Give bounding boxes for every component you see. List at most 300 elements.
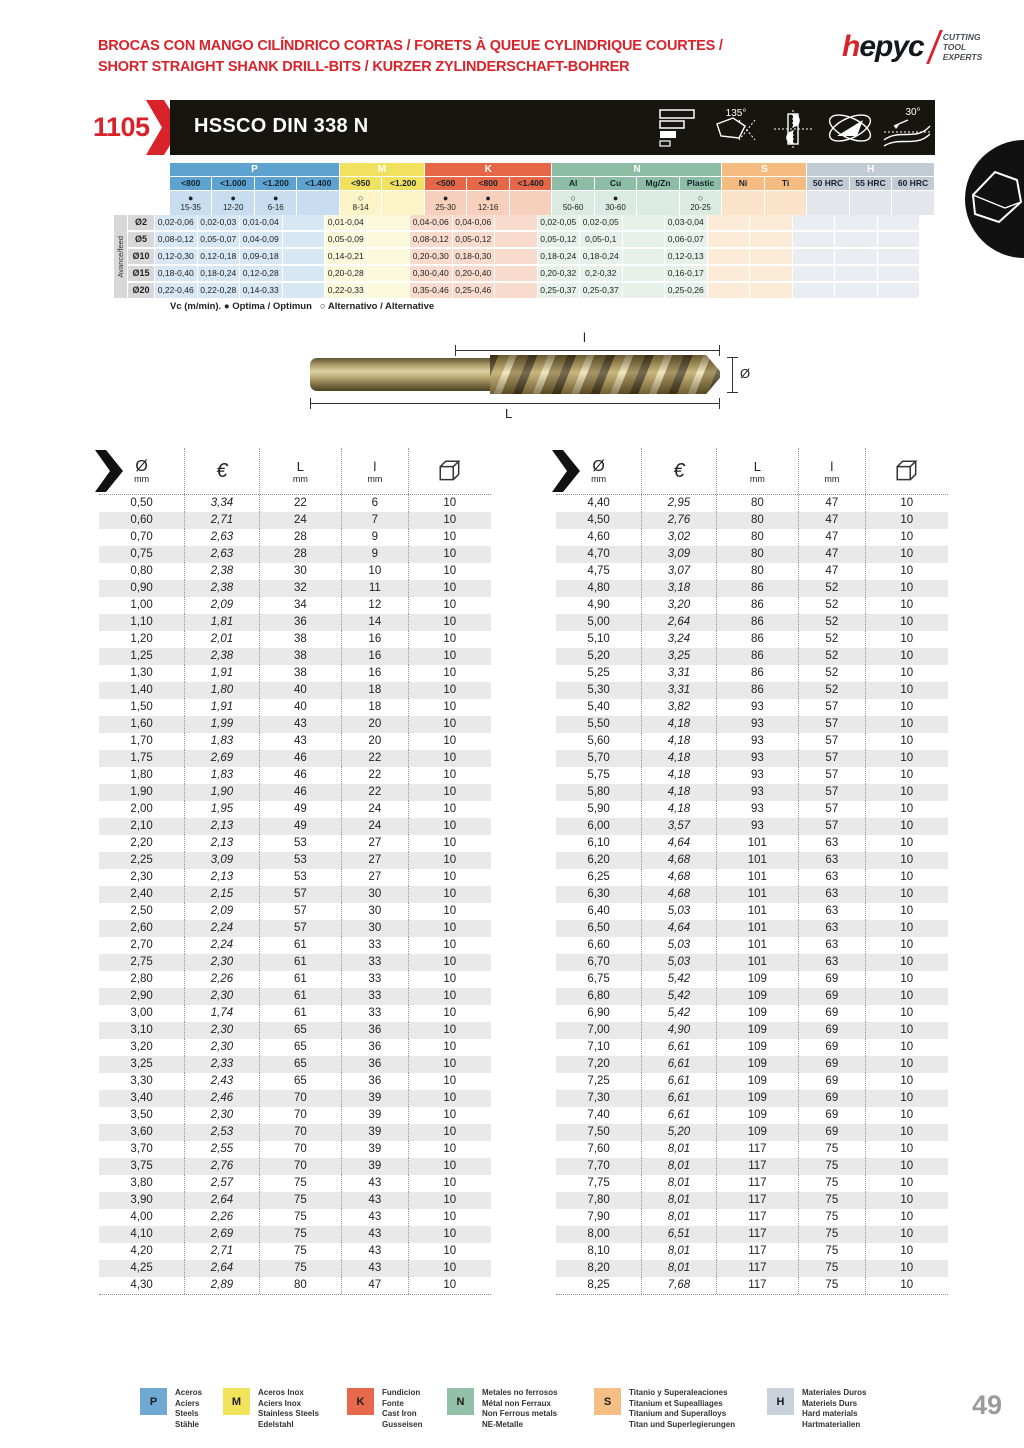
length-value: 117 bbox=[717, 1226, 799, 1243]
svg-text:135°: 135° bbox=[725, 108, 747, 119]
price-value: 4,64 bbox=[642, 835, 716, 852]
length-value: 28 bbox=[260, 546, 342, 563]
diameter-value: 7,10 bbox=[556, 1039, 642, 1056]
pack-qty-value: 10 bbox=[900, 1041, 914, 1053]
length-value: 61 bbox=[260, 954, 342, 971]
table-row bbox=[556, 954, 948, 971]
price-value: 3,31 bbox=[642, 665, 716, 682]
flute-length-value: 52 bbox=[799, 648, 866, 665]
flute-length-value: 36 bbox=[342, 1022, 409, 1039]
feed-value-cell bbox=[835, 266, 877, 281]
feed-axis-label: Avance/feed bbox=[114, 215, 127, 298]
pack-qty-value: 10 bbox=[900, 1194, 914, 1206]
pack-qty-value: 10 bbox=[443, 582, 457, 594]
pack-qty-value: 10 bbox=[443, 871, 457, 883]
flute-length-value: 22 bbox=[342, 750, 409, 767]
dim-tick bbox=[727, 357, 738, 358]
flute-length-value: 47 bbox=[799, 529, 866, 546]
price-value: 2,09 bbox=[185, 597, 259, 614]
diameter-value: 5,75 bbox=[556, 767, 642, 784]
length-value: 80 bbox=[717, 546, 799, 563]
pack-qty-value: 10 bbox=[443, 1228, 457, 1240]
length-value: 61 bbox=[260, 971, 342, 988]
length-value: 46 bbox=[260, 767, 342, 784]
table-row bbox=[99, 546, 491, 563]
diameter-value: 2,00 bbox=[99, 801, 185, 818]
feed-value-cell: 0,09-0,18 bbox=[240, 249, 282, 264]
length-value: 93 bbox=[717, 784, 799, 801]
pack-qty-value: 10 bbox=[900, 1075, 914, 1087]
pack-qty-value: 10 bbox=[900, 667, 914, 679]
black-chevron-icon bbox=[95, 450, 123, 492]
length-value: 53 bbox=[260, 869, 342, 886]
feed-value-cell: 0,16-0,17 bbox=[665, 266, 707, 281]
flute-length-value: 16 bbox=[342, 665, 409, 682]
diameter-value: 5,60 bbox=[556, 733, 642, 750]
material-col-header: 55 HRC bbox=[850, 177, 891, 190]
length-value: 86 bbox=[717, 665, 799, 682]
length-value: 93 bbox=[717, 767, 799, 784]
material-col-header: Plastic bbox=[680, 177, 721, 190]
diameter-value: 1,70 bbox=[99, 733, 185, 750]
flute-length-value: 52 bbox=[799, 614, 866, 631]
price-value: 2,38 bbox=[185, 648, 259, 665]
flute-length-value: 69 bbox=[799, 1056, 866, 1073]
diameter-value: 2,40 bbox=[99, 886, 185, 903]
flute-length-value: 57 bbox=[799, 784, 866, 801]
material-col-header: <1.200 bbox=[255, 177, 296, 190]
pack-qty-value: 10 bbox=[443, 1092, 457, 1104]
diameter-value: 1,90 bbox=[99, 784, 185, 801]
table-row bbox=[99, 1022, 491, 1039]
pack-qty-value: 10 bbox=[900, 565, 914, 577]
pack-qty-value: 10 bbox=[443, 565, 457, 577]
table-row bbox=[99, 512, 491, 529]
pack-qty-value: 10 bbox=[900, 905, 914, 917]
diameter-value: 6,20 bbox=[556, 852, 642, 869]
flute-length-value: 75 bbox=[799, 1243, 866, 1260]
feed-row bbox=[128, 249, 919, 264]
length-value: 32 bbox=[260, 580, 342, 597]
dim-tick bbox=[455, 345, 456, 356]
feed-value-cell: 0,25-0,46 bbox=[453, 283, 495, 298]
pack-qty-value: 10 bbox=[443, 1245, 457, 1257]
feed-value-cell bbox=[835, 283, 877, 298]
diameter-value: 7,30 bbox=[556, 1090, 642, 1107]
feed-value-cell bbox=[750, 266, 792, 281]
length-value: 109 bbox=[717, 971, 799, 988]
price-value: 2,69 bbox=[185, 1226, 259, 1243]
price-value: 2,71 bbox=[185, 1243, 259, 1260]
price-value: 3,34 bbox=[185, 495, 259, 512]
feed-value-cell: 0,18-0,24 bbox=[198, 266, 240, 281]
diameter-value: 3,25 bbox=[99, 1056, 185, 1073]
speed-mark-cell bbox=[892, 191, 933, 215]
price-value: 1,81 bbox=[185, 614, 259, 631]
diameter-value: 5,50 bbox=[556, 716, 642, 733]
pack-qty-value: 10 bbox=[900, 1126, 914, 1138]
legend-text bbox=[258, 1388, 319, 1430]
flute-length-value: 27 bbox=[342, 869, 409, 886]
flute-length-value: 30 bbox=[342, 886, 409, 903]
feed-value-cell bbox=[750, 283, 792, 298]
length-value: 38 bbox=[260, 665, 342, 682]
flute-length-value: 63 bbox=[799, 835, 866, 852]
legend-line: Gusseisen bbox=[382, 1419, 423, 1429]
feed-row-label: Ø10 bbox=[128, 249, 154, 264]
title-line-1: BROCAS CON MANGO CILÍNDRICO CORTAS / FORETS À QUEUE CYLINDRIQUE COURTES / bbox=[98, 38, 723, 54]
diameter-label: Ø bbox=[740, 366, 751, 381]
diameter-value: 3,50 bbox=[99, 1107, 185, 1124]
length-value: 101 bbox=[717, 835, 799, 852]
legend-line: Hard materials bbox=[802, 1409, 858, 1418]
length-value: 86 bbox=[717, 597, 799, 614]
pack-qty-value: 10 bbox=[443, 1109, 457, 1121]
feed-value-cell bbox=[878, 232, 920, 247]
pack-qty-value: 10 bbox=[443, 1075, 457, 1087]
diameter-value: 5,40 bbox=[556, 699, 642, 716]
legend-line: Fonte bbox=[382, 1398, 404, 1408]
table-row bbox=[99, 784, 491, 801]
pack-qty-value: 10 bbox=[900, 548, 914, 560]
length-value: 109 bbox=[717, 1056, 799, 1073]
price-value: 1,83 bbox=[185, 733, 259, 750]
feed-value-cell: 0,04-0,09 bbox=[240, 232, 282, 247]
table-row bbox=[99, 1073, 491, 1090]
pack-qty-value: 10 bbox=[900, 1228, 914, 1240]
pack-qty-value: 10 bbox=[900, 939, 914, 951]
speed-mark-cell: ● 12-16 bbox=[467, 191, 508, 215]
cross-section-icon bbox=[766, 102, 820, 153]
diameter-value: 5,90 bbox=[556, 801, 642, 818]
table-row bbox=[556, 631, 948, 648]
feed-value-cell bbox=[835, 232, 877, 247]
legend-line: Aceros bbox=[175, 1388, 203, 1397]
diameter-value: 2,25 bbox=[99, 852, 185, 869]
flute-length-value: 16 bbox=[342, 648, 409, 665]
price-value: 4,68 bbox=[642, 852, 716, 869]
table-row bbox=[556, 1209, 948, 1226]
price-value: 2,64 bbox=[185, 1260, 259, 1277]
title-line-2: SHORT STRAIGHT SHANK DRILL-BITS / KURZER ZYLINDERSCHAFT-BOHRER bbox=[98, 59, 630, 75]
price-value: 8,01 bbox=[642, 1141, 716, 1158]
diameter-value: 6,90 bbox=[556, 1005, 642, 1022]
catalog-table-right bbox=[556, 448, 948, 1295]
diameter-value: 4,70 bbox=[556, 546, 642, 563]
diameter-value: 2,50 bbox=[99, 903, 185, 920]
feed-row-label: Ø5 bbox=[128, 232, 154, 247]
table-row bbox=[99, 869, 491, 886]
table-row bbox=[99, 988, 491, 1005]
diameter-value: 6,60 bbox=[556, 937, 642, 954]
flute-length-value: 11 bbox=[342, 580, 409, 597]
diameter-value: 2,75 bbox=[99, 954, 185, 971]
feed-value-cell bbox=[708, 283, 750, 298]
length-value: 80 bbox=[717, 495, 799, 512]
feed-value-cell bbox=[283, 283, 325, 298]
legend-line: Aceros Inox bbox=[258, 1388, 304, 1397]
length-value: 70 bbox=[260, 1141, 342, 1158]
speed-mark-cell bbox=[722, 191, 763, 215]
length-value: 46 bbox=[260, 750, 342, 767]
pack-qty-value: 10 bbox=[443, 1058, 457, 1070]
feed-value-cell bbox=[708, 266, 750, 281]
diameter-value: 0,80 bbox=[99, 563, 185, 580]
feed-value-cell: 0,18-0,40 bbox=[155, 266, 197, 281]
price-value: 1,91 bbox=[185, 665, 259, 682]
product-banner bbox=[0, 100, 935, 155]
tagline-line: TOOL bbox=[942, 42, 967, 52]
table-row bbox=[556, 512, 948, 529]
table-row bbox=[99, 597, 491, 614]
diameter-value: 4,30 bbox=[99, 1277, 185, 1294]
legend-line: Aciers bbox=[175, 1398, 200, 1408]
col-total-length: L mm bbox=[717, 448, 799, 494]
length-value: 101 bbox=[717, 852, 799, 869]
pack-qty-value: 10 bbox=[443, 1126, 457, 1138]
diameter-value: 8,00 bbox=[556, 1226, 642, 1243]
diameter-value: 2,10 bbox=[99, 818, 185, 835]
legend-swatch-N: N bbox=[447, 1388, 474, 1415]
pack-qty-value: 10 bbox=[443, 1177, 457, 1189]
legend-line: Titanium et Supealliages bbox=[629, 1398, 723, 1408]
legend-text bbox=[802, 1388, 866, 1430]
table-row bbox=[556, 920, 948, 937]
price-value: 2,76 bbox=[185, 1158, 259, 1175]
pack-qty-value: 10 bbox=[443, 616, 457, 628]
feed-value-cell bbox=[495, 283, 537, 298]
table-row bbox=[99, 971, 491, 988]
legend-line: NE-Metalle bbox=[482, 1419, 523, 1429]
flute-length-value: 16 bbox=[342, 631, 409, 648]
length-value: 70 bbox=[260, 1158, 342, 1175]
feed-value-cell: 0,22-0,46 bbox=[155, 283, 197, 298]
table-row bbox=[99, 682, 491, 699]
pack-qty-value: 10 bbox=[900, 718, 914, 730]
feed-value-cell: 0,25-0,37 bbox=[580, 283, 622, 298]
price-value: 3,09 bbox=[642, 546, 716, 563]
diameter-value: 4,20 bbox=[99, 1243, 185, 1260]
feed-value-cell: 0,05-0,12 bbox=[453, 232, 495, 247]
diameter-value: 2,60 bbox=[99, 920, 185, 937]
pack-qty-value: 10 bbox=[900, 803, 914, 815]
feed-value-cell: 0,05-0,09 bbox=[325, 232, 367, 247]
feed-value-cell bbox=[368, 232, 410, 247]
speed-mark-cell bbox=[510, 191, 551, 215]
flute-length-value: 57 bbox=[799, 818, 866, 835]
pack-qty-value: 10 bbox=[900, 650, 914, 662]
diameter-value: 2,90 bbox=[99, 988, 185, 1005]
table-row bbox=[99, 1090, 491, 1107]
feed-value-cell: 0,25-0,26 bbox=[665, 283, 707, 298]
table-row bbox=[556, 1260, 948, 1277]
table-row bbox=[99, 835, 491, 852]
price-value: 3,02 bbox=[642, 529, 716, 546]
diameter-value: 0,90 bbox=[99, 580, 185, 597]
diameter-value: 0,70 bbox=[99, 529, 185, 546]
flute-length-value: 63 bbox=[799, 903, 866, 920]
price-value: 2,43 bbox=[185, 1073, 259, 1090]
brand-name: hepyc bbox=[842, 30, 924, 63]
table-row bbox=[99, 1039, 491, 1056]
diameter-value: 7,25 bbox=[556, 1073, 642, 1090]
diameter-value: 1,10 bbox=[99, 614, 185, 631]
drill-diagram bbox=[300, 330, 760, 425]
pack-qty-value: 10 bbox=[900, 599, 914, 611]
speed-mark-cell: ● 6-16 bbox=[255, 191, 296, 215]
table-row bbox=[556, 580, 948, 597]
diameter-value: 5,25 bbox=[556, 665, 642, 682]
edge-tab bbox=[965, 140, 1024, 258]
col-pack-qty bbox=[409, 448, 491, 494]
length-value: 53 bbox=[260, 835, 342, 852]
col-total-length: L mm bbox=[260, 448, 342, 494]
diameter-value: 5,20 bbox=[556, 648, 642, 665]
pack-qty-value: 10 bbox=[900, 1024, 914, 1036]
diameter-value: 7,80 bbox=[556, 1192, 642, 1209]
diameter-value: 7,50 bbox=[556, 1124, 642, 1141]
table-row bbox=[99, 886, 491, 903]
price-value: 3,82 bbox=[642, 699, 716, 716]
diameter-value: 2,30 bbox=[99, 869, 185, 886]
feed-value-cell bbox=[708, 215, 750, 230]
price-value: 5,20 bbox=[642, 1124, 716, 1141]
table-row bbox=[99, 954, 491, 971]
price-value: 5,03 bbox=[642, 937, 716, 954]
price-value: 4,68 bbox=[642, 886, 716, 903]
table-row bbox=[556, 495, 948, 512]
table-row bbox=[556, 1073, 948, 1090]
feed-value-cell: 0,06-0,07 bbox=[665, 232, 707, 247]
pack-qty-value: 10 bbox=[443, 888, 457, 900]
length-value: 30 bbox=[260, 563, 342, 580]
flute-length-value: 63 bbox=[799, 920, 866, 937]
feed-value-cell bbox=[368, 215, 410, 230]
feed-row-label: Ø15 bbox=[128, 266, 154, 281]
price-value: 4,64 bbox=[642, 920, 716, 937]
flute-length-value: 69 bbox=[799, 1124, 866, 1141]
price-value: 2,30 bbox=[185, 988, 259, 1005]
pack-qty-value: 10 bbox=[900, 582, 914, 594]
material-col-header: <800 bbox=[467, 177, 508, 190]
diameter-value: 4,50 bbox=[556, 512, 642, 529]
speed-mark-cell: ○ 20-25 bbox=[680, 191, 721, 215]
feed-value-cell bbox=[495, 249, 537, 264]
feed-value-cell: 0,12-0,18 bbox=[198, 249, 240, 264]
table-row bbox=[556, 546, 948, 563]
price-value: 3,07 bbox=[642, 563, 716, 580]
table-row bbox=[556, 1005, 948, 1022]
diameter-value: 1,00 bbox=[99, 597, 185, 614]
table-row bbox=[556, 597, 948, 614]
length-value: 109 bbox=[717, 1022, 799, 1039]
feed-value-cell: 0,08-0,12 bbox=[410, 232, 452, 247]
feed-value-cell bbox=[623, 215, 665, 230]
length-value: 57 bbox=[260, 886, 342, 903]
price-value: 6,61 bbox=[642, 1090, 716, 1107]
pack-qty-value: 10 bbox=[443, 718, 457, 730]
material-col-header: <1.000 bbox=[212, 177, 253, 190]
legend-swatch-S: S bbox=[594, 1388, 621, 1415]
price-value: 3,09 bbox=[185, 852, 259, 869]
price-value: 3,20 bbox=[642, 597, 716, 614]
pack-qty-value: 10 bbox=[900, 990, 914, 1002]
table-row bbox=[99, 563, 491, 580]
diameter-value: 1,40 bbox=[99, 682, 185, 699]
length-value: 117 bbox=[717, 1260, 799, 1277]
feed-value-cell bbox=[368, 283, 410, 298]
price-value: 2,30 bbox=[185, 1022, 259, 1039]
diameter-value: 2,80 bbox=[99, 971, 185, 988]
feed-value-cell: 0,35-0,46 bbox=[410, 283, 452, 298]
feed-value-cell: 0,14-0,21 bbox=[325, 249, 367, 264]
pack-qty-value: 10 bbox=[443, 633, 457, 645]
table-row bbox=[556, 648, 948, 665]
feed-value-cell: 0,12-0,30 bbox=[155, 249, 197, 264]
pack-qty-value: 10 bbox=[900, 871, 914, 883]
legend-item-N bbox=[447, 1388, 558, 1430]
table-row bbox=[556, 1141, 948, 1158]
feed-value-cell: 0,02-0,03 bbox=[198, 215, 240, 230]
pack-qty-value: 10 bbox=[443, 684, 457, 696]
price-value: 2,13 bbox=[185, 818, 259, 835]
catalog-header bbox=[556, 448, 948, 494]
feed-value-cell: 0,03-0,04 bbox=[665, 215, 707, 230]
diameter-value: 4,25 bbox=[99, 1260, 185, 1277]
feed-value-cell bbox=[793, 266, 835, 281]
price-value: 2,33 bbox=[185, 1056, 259, 1073]
table-row bbox=[99, 1141, 491, 1158]
price-value: 4,18 bbox=[642, 801, 716, 818]
table-row bbox=[99, 1209, 491, 1226]
feed-value-cell bbox=[835, 249, 877, 264]
diameter-value: 0,75 bbox=[99, 546, 185, 563]
price-value: 2,24 bbox=[185, 937, 259, 954]
pack-qty-value: 10 bbox=[900, 956, 914, 968]
length-value: 101 bbox=[717, 920, 799, 937]
length-value: 101 bbox=[717, 886, 799, 903]
flute-length-value: 52 bbox=[799, 580, 866, 597]
table-row bbox=[556, 903, 948, 920]
price-value: 2,13 bbox=[185, 835, 259, 852]
diameter-value: 5,00 bbox=[556, 614, 642, 631]
pack-qty-value: 10 bbox=[900, 1092, 914, 1104]
flute-length-value: 75 bbox=[799, 1260, 866, 1277]
legend-line: Fundicion bbox=[382, 1388, 421, 1397]
pack-qty-value: 10 bbox=[900, 1279, 914, 1291]
pack-qty-value: 10 bbox=[443, 956, 457, 968]
col-price bbox=[185, 448, 259, 494]
dim-tick bbox=[719, 398, 720, 409]
pack-qty-value: 10 bbox=[443, 1007, 457, 1019]
table-row bbox=[556, 1039, 948, 1056]
price-value: 8,01 bbox=[642, 1243, 716, 1260]
diameter-value: 6,50 bbox=[556, 920, 642, 937]
legend-line: Materiales Duros bbox=[802, 1388, 867, 1397]
length-value: 40 bbox=[260, 682, 342, 699]
diameter-value: 4,00 bbox=[99, 1209, 185, 1226]
speed-mark-cell bbox=[637, 191, 678, 215]
legend-line: Titan und Superlegierungen bbox=[629, 1419, 736, 1429]
material-col-header: Ti bbox=[765, 177, 806, 190]
length-value: 61 bbox=[260, 988, 342, 1005]
table-row bbox=[556, 1124, 948, 1141]
feed-value-cell: 0,18-0,24 bbox=[580, 249, 622, 264]
table-row bbox=[99, 1056, 491, 1073]
price-value: 2,01 bbox=[185, 631, 259, 648]
length-value: 93 bbox=[717, 818, 799, 835]
table-row bbox=[99, 767, 491, 784]
